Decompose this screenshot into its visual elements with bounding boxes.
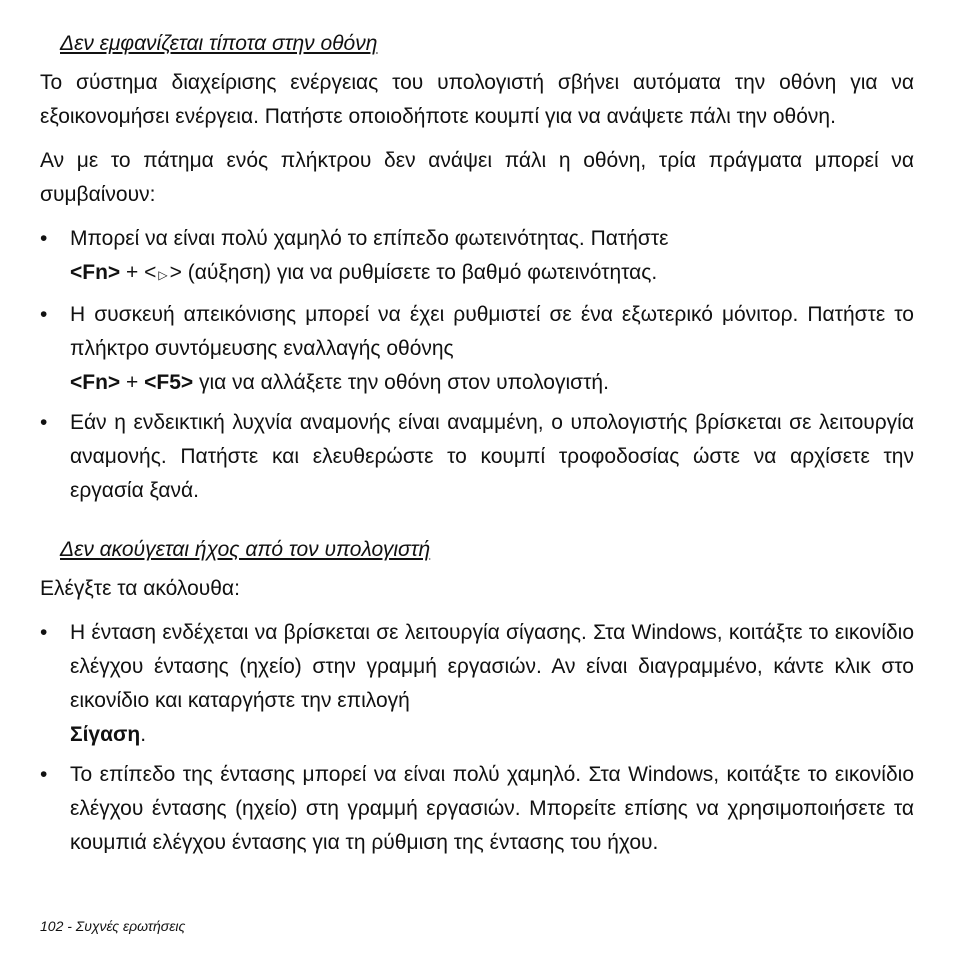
- plus-text: +: [120, 371, 145, 394]
- bullet-list-display: [40, 222, 914, 508]
- bullet-list-sound: [40, 616, 914, 860]
- bullet-text: Η συσκευή απεικόνισης μπορεί να έχει ρυθμιστεί σε ένα εξωτερικό μόνιτορ. Πατήστε το πλήκτρο συντόμευσης εναλλαγής οθόνης: [70, 303, 914, 360]
- list-item-low-volume: [40, 758, 914, 860]
- bullet-text: Μπορεί να είναι πολύ χαμηλό το επίπεδο φωτεινότητας. Πατήστε: [70, 227, 669, 250]
- list-item-mute: [40, 616, 914, 752]
- bullet-icon: •: [40, 763, 48, 786]
- section-heading-no-sound: Δεν ακούγεται ήχος από τον υπολογιστή: [60, 538, 431, 561]
- bullet-icon: •: [40, 411, 48, 434]
- triangle-right-icon: ▷: [158, 268, 168, 282]
- bullet-text-end: για να αλλάξετε την οθόνη στον υπολογιστή.: [193, 371, 609, 394]
- bullet-text: Το επίπεδο της έντασης μπορεί να είναι πολύ χαμηλό. Στα Windows, κοιτάξτε το εικονίδιο ελέγχου έντασης (ηχείο) στη γραμμή εργασιών. Μπορείτε επίσης να χρησιμοποιήσετε τα κουμπιά ελέγχου έντασης για τη ρύθμιση της έντασης του ήχου.: [70, 763, 914, 854]
- bullet-text: Εάν η ενδεικτική λυχνία αναμονής είναι αναμμένη, ο υπολογιστής βρίσκεται σε λειτουργία αναμονής. Πατήστε και ελευθερώστε το κουμπί τροφοδοσίας ώστε να αρχίσετε την εργασία ξανά.: [70, 411, 914, 502]
- page-content: [40, 30, 914, 866]
- bullet-icon: •: [40, 227, 48, 250]
- key-fn: <Fn>: [70, 261, 121, 284]
- period: .: [140, 723, 147, 746]
- paragraph-power-management: Το σύστημα διαχείρισης ενέργειας του υπολογιστή σβήνει αυτόματα την οθόνη για να εξοικονομήσει ενέργεια. Πατήστε οποιοδήποτε κουμπί για να ανάψετε πάλι την οθόνη.: [40, 71, 914, 128]
- key-fn: <Fn>: [70, 371, 121, 394]
- plus-text: + <: [120, 261, 157, 284]
- paragraph-check-following: Ελέγξτε τα ακόλουθα:: [40, 577, 240, 600]
- mute-label: Σίγαση: [70, 723, 141, 746]
- list-item-brightness: [40, 222, 914, 292]
- bullet-text: Η ένταση ενδέχεται να βρίσκεται σε λειτουργία σίγασης. Στα Windows, κοιτάξτε το εικονίδιο ελέγχου έντασης (ηχείο) στην γραμμή εργασιών. Αν είναι διαγραμμένο, κάντε κλικ στο εικονίδιο και καταργήστε την επιλογή: [70, 621, 914, 712]
- key-f5: <F5>: [144, 371, 194, 394]
- paragraph-three-causes: Αν με το πάτημα ενός πλήκτρου δεν ανάψει πάλι η οθόνη, τρία πράγματα μπορεί να συμβαίνουν:: [40, 149, 914, 206]
- bullet-text-end: (αύξηση) για να ρυθμίσετε το βαθμό φωτεινότητας.: [181, 261, 658, 284]
- list-item-standby: [40, 406, 914, 508]
- section-heading-no-display: Δεν εμφανίζεται τίποτα στην οθόνη: [60, 32, 378, 55]
- bullet-icon: •: [40, 303, 48, 326]
- page-footer: 102 - Συχνές ερωτήσεις: [40, 918, 186, 934]
- close-bracket: >: [169, 261, 182, 284]
- bullet-icon: •: [40, 621, 48, 644]
- list-item-external-monitor: [40, 298, 914, 400]
